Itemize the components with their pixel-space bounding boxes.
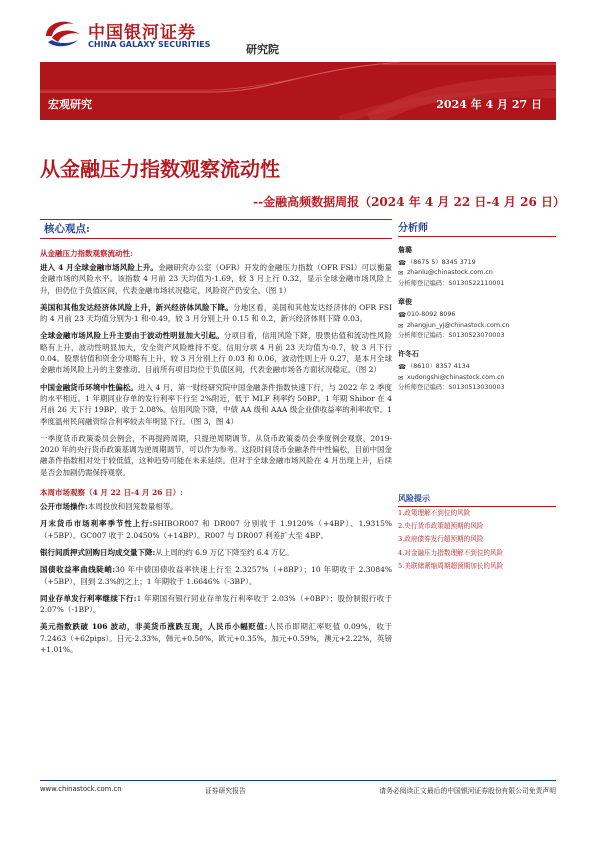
paragraph-text: SHIBOR007 和 DR007 分别收于 1.9120%（+4BP）、1.9315%（+5BP）。GC007 收于 2.0450%（+14BP）。R007 与 DR007 利差扩大至 4BP。 (40, 519, 392, 540)
paragraph-text: 人民币即期汇率贬值 0.09%，收于 7.2463（+62pips）。日元-2.33%，韩元+0.50%，欧元+0.35%，加元+0.59%，澳元+2.22%，英镑+1.01%。 (40, 622, 392, 655)
paragraph (40, 547, 392, 558)
analyst-phone: （8610）8357 4134 (407, 363, 470, 371)
mail-icon: ✉ (398, 321, 404, 330)
paragraph-lead: 美国和其他发达经济体风险上升，新兴经济体风险下降。 (40, 302, 233, 312)
analyst-cert: 分析师登记编码：S0130513030003 (398, 384, 505, 392)
paragraph (40, 621, 392, 655)
paragraph (40, 330, 392, 375)
risk-item: 2.央行货币政策超预期的风险 (398, 522, 484, 531)
paragraph-lead: 国债收益率曲线陡峭: (40, 565, 116, 575)
main-content (40, 219, 392, 661)
analyst-card (398, 297, 556, 341)
paragraph-text: 金融研究办公室（OFR）开发的金融压力指数（OFR FSI）可以衡量金融市场的风险水平。该指数 4 月前 23 天均值为-1.69，较 3 月上行 0.32，显示全球金融市场风险上升，但仍位于负值区间，代表金融市场状况稳定，风险资产仍安全。（图 1） (40, 263, 392, 295)
company-name-cn: 中国银河证券 (88, 23, 196, 43)
mail-icon: ✉ (398, 373, 404, 382)
paragraph-text: 一季度货币政策委员会例会，不再提跨周期，只提逆周期调节。从货币政策委员会季度例会观察，2019-2020 年的央行货币政策基调为逆周期调节，可以作为参考。这段时间货币金融条件中性偏松，目前中国金融条件指数相对处于较低值，这种趋势可能在未来延续。但对于全球金融市场风险在 4 月出现上升，后续是否会加剧仍需保持观察。 (40, 433, 392, 477)
paragraph (40, 262, 392, 296)
paragraph-lead: 公开市场操作: (40, 502, 88, 512)
risk-item: 4.对金融压力指数理解不到位的风险 (398, 548, 504, 557)
header-banner (40, 62, 556, 120)
divider (40, 219, 392, 220)
analyst-name: 许冬石 (398, 350, 419, 359)
paragraph (40, 302, 392, 325)
paragraph-lead: 美元指数跌破 106 波动，非美货币涨跌互现，人民币小幅贬值: (40, 622, 268, 632)
paragraph-lead: 进入 4 月全球金融市场风险上升。 (40, 263, 159, 272)
report-subtitle: --金融高频数据周报（2024 年 4 月 22 日-4 月 26 日） (253, 195, 565, 209)
risk-section (398, 493, 556, 573)
analyst-phone: 010-8092 8096 (407, 311, 456, 319)
report-title: 从金融压力指数观察流动性 (40, 157, 280, 181)
footer-disclaimer: 请务必阅读正文最后的中国银河证券股份有限公司免责声明 (379, 787, 556, 795)
paragraph-text: 分项目看，信用风险下降，股票估值和流动性风险略有上升，波动性明显加大，安全资产风险维持不变。信用分项 4 月前 23 天均值为-0.7，较 3 月下行 0.04。股票估值和资金分项略有上升，较 3 月分别上行 0.03 和 0.06，波动性则上升 0.27，是本月全球金融市场风险上升的主要推动。目前所有项目均位于负值区间，代表金融市场各方面状况稳定。（图 2） (40, 331, 392, 375)
paragraph-lead: 全球金融市场风险上升主要由于波动性明显加大引起。 (40, 331, 224, 341)
paragraph-lead: 中国金融货币环境中性偏松。 (40, 382, 138, 392)
analyst-email[interactable]: zhanlu@chinastock.com.cn (407, 269, 493, 277)
analyst-email[interactable]: xudongshi@chinastock.com.cn (407, 373, 505, 381)
report-category: 宏观研究 (48, 98, 92, 111)
section-heading: 本周市场观察（4 月 22 日-4 月 26 日）: (40, 488, 183, 498)
footer-website[interactable]: www.chinastock.com.cn (40, 785, 122, 793)
divider (40, 238, 392, 239)
paragraph-text: 从上周的约 6.9 万亿下降至约 6.4 万亿。 (155, 547, 294, 557)
paragraph (40, 501, 392, 512)
analyst-card (398, 245, 556, 289)
paragraph (40, 433, 392, 478)
phone-icon: ☎ (398, 259, 407, 267)
analyst-card (398, 349, 556, 393)
footer-report-type: 证券研究报告 (205, 787, 246, 795)
paragraph-text: 30 年中债国债收益率快速上行至 2.3257%（+8BP）；10 年期收于 2.3084%（+5BP），回到 2.3%的之上；1 年期收于 1.6646%（-3BP）。 (40, 565, 392, 586)
paragraph-text: 1 年期国有银行同业存单发行利率收于 2.03%（+0BP）；股份制银行收于 2.07%（-1BP）。 (40, 593, 392, 615)
phone-icon: ☎ (398, 311, 407, 320)
paragraph (40, 564, 392, 587)
company-logo (40, 14, 279, 56)
section-heading: 从金融压力指数观察流动性: (40, 249, 133, 258)
analyst-name: 章俊 (398, 298, 412, 307)
risk-item: 3.政府债券发行超预期的风险 (398, 535, 484, 544)
analysts-heading: 分析师 (398, 223, 428, 234)
analyst-phone: （8675 5）8345 3719 (407, 259, 476, 266)
analyst-cert: 分析师登记编码：S0130522110001 (398, 279, 505, 287)
phone-icon: ☎ (398, 363, 407, 372)
analyst-cert: 分析师登记编码：S0130523070003 (398, 332, 505, 340)
galaxy-logo-icon (40, 16, 84, 50)
analyst-sidebar (398, 219, 556, 394)
footer-divider (40, 780, 556, 781)
paragraph-text: 分地区看，美国和其他发达经济体的 OFR FSI 的 4 月前 23 天均值分别为-1 和-0.49，较 3 月分别上升 0.15 和 0.2，新兴经济体则下降 0.03。 (40, 302, 392, 324)
paragraph-lead: 同业存单发行利率继续下行: (40, 593, 137, 603)
company-name-en: CHINA GALAXY SECURITIES (88, 40, 211, 49)
risk-item: 1.政策理解不到位的风险 (398, 509, 471, 517)
paragraph-lead: 月末货币市场利率季节性上行: (40, 519, 153, 529)
institute-label: 研究院 (246, 43, 279, 56)
core-views-heading: 核心观点: (44, 223, 90, 235)
analyst-email[interactable]: zhangjun_yj@chinastock.com.cn (407, 321, 510, 329)
risk-heading: 风险提示 (398, 493, 430, 503)
paragraph-lead: 银行间质押式回购日均成交量下降: (40, 547, 156, 557)
paragraph-text: 进入 4 月，第一财经研究院中国金融条件指数快速下行，与 2022 年 2 季度的水平相近。1 年期同业存单的发行利率下行至 2%附近，低于 MLF 利率约 50BP。1 年期 Shibor 在 4 月前 26 天下行 19BP，收于 2.08%。信用风险下降，中债 AA 级和 AAA 级企业债收益率的利率收窄。1 季度温州民间融资综合利率较去年明显下行。（图 3，图 4） (40, 382, 393, 426)
analyst-name: 詹璐 (398, 246, 412, 254)
paragraph (40, 382, 392, 427)
report-date: 2024 年 4 月 27 日 (436, 98, 542, 111)
paragraph (40, 593, 392, 616)
risk-item: 5.美联储紧缩周期超预期加长的风险 (398, 561, 504, 570)
divider (398, 236, 556, 237)
paragraph-text: 本周投放和回笼数量相等。 (87, 502, 178, 512)
mail-icon: ✉ (398, 269, 404, 278)
paragraph (40, 518, 392, 541)
